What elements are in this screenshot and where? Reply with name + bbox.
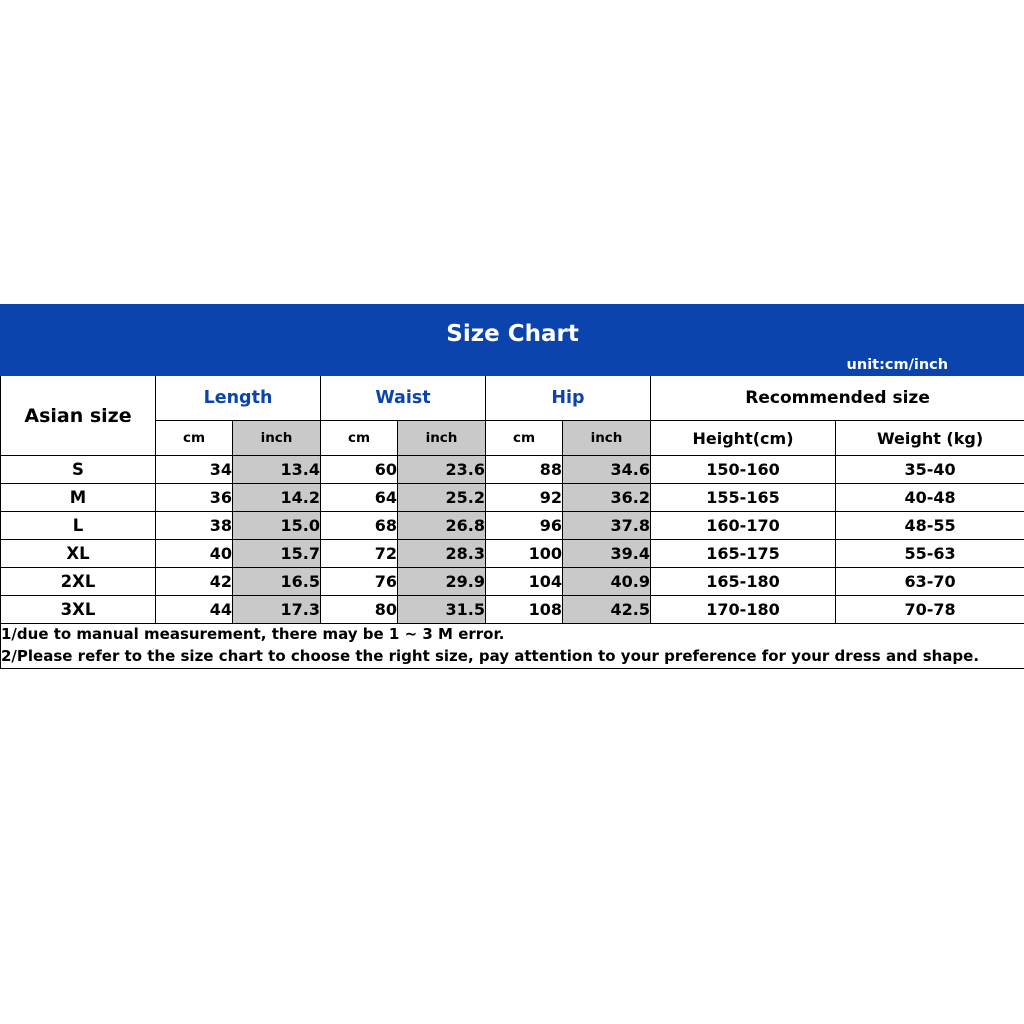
notes-cell (1, 624, 1024, 669)
size-label: XL (1, 540, 156, 568)
waist-inch: 31.5 (398, 596, 486, 624)
waist-cm: 76 (321, 568, 398, 596)
chart-title: Size Chart (446, 320, 579, 347)
waist-inch: 25.2 (398, 484, 486, 512)
group-header-recommended: Recommended size (651, 376, 1024, 421)
unit-note: unit:cm/inch (846, 356, 949, 373)
waist-cm: 80 (321, 596, 398, 624)
weight-range: 63-70 (836, 568, 1024, 596)
waist-cm: 72 (321, 540, 398, 568)
hip-cm: 92 (486, 484, 563, 512)
length-inch: 17.3 (233, 596, 321, 624)
table-row (1, 484, 1024, 512)
hip-cm: 88 (486, 456, 563, 484)
height-range: 165-175 (651, 540, 836, 568)
size-label: 2XL (1, 568, 156, 596)
hip-inch: 39.4 (563, 540, 651, 568)
table-row (1, 568, 1024, 596)
group-header-hip: Hip (486, 376, 651, 421)
waist-cm: 60 (321, 456, 398, 484)
unit-header-hip-inch: inch (563, 421, 651, 456)
table-row (1, 540, 1024, 568)
unit-header-hip-cm: cm (486, 421, 563, 456)
waist-inch: 29.9 (398, 568, 486, 596)
length-cm: 40 (156, 540, 233, 568)
weight-range: 70-78 (836, 596, 1024, 624)
height-range: 170-180 (651, 596, 836, 624)
unit-header-waist-inch: inch (398, 421, 486, 456)
unit-header-weight: Weight (kg) (836, 421, 1024, 456)
hip-cm: 104 (486, 568, 563, 596)
weight-range: 35-40 (836, 456, 1024, 484)
size-label: L (1, 512, 156, 540)
length-cm: 44 (156, 596, 233, 624)
length-inch: 15.7 (233, 540, 321, 568)
title-row (1, 305, 1024, 376)
row-header-label: Asian size (1, 376, 156, 456)
length-inch: 16.5 (233, 568, 321, 596)
note-1: 1/due to manual measurement, there may be 1 ~ 3 M error. (1, 625, 505, 643)
weight-range: 40-48 (836, 484, 1024, 512)
length-inch: 13.4 (233, 456, 321, 484)
height-range: 155-165 (651, 484, 836, 512)
weight-range: 55-63 (836, 540, 1024, 568)
title-band (1, 305, 1024, 376)
length-inch: 14.2 (233, 484, 321, 512)
notes-row (1, 624, 1024, 669)
length-cm: 42 (156, 568, 233, 596)
hip-inch: 37.8 (563, 512, 651, 540)
length-cm: 38 (156, 512, 233, 540)
unit-header-length-cm: cm (156, 421, 233, 456)
note-2: 2/Please refer to the size chart to choose the right size, pay attention to your preference for your dress and shape. (1, 646, 980, 665)
size-label: M (1, 484, 156, 512)
length-cm: 34 (156, 456, 233, 484)
table-row (1, 512, 1024, 540)
group-header-waist: Waist (321, 376, 486, 421)
hip-cm: 100 (486, 540, 563, 568)
weight-range: 48-55 (836, 512, 1024, 540)
size-label: S (1, 456, 156, 484)
length-cm: 36 (156, 484, 233, 512)
waist-cm: 68 (321, 512, 398, 540)
waist-inch: 28.3 (398, 540, 486, 568)
length-inch: 15.0 (233, 512, 321, 540)
table-row (1, 596, 1024, 624)
waist-inch: 23.6 (398, 456, 486, 484)
unit-header-length-inch: inch (233, 421, 321, 456)
size-chart-container (0, 304, 1024, 669)
hip-cm: 96 (486, 512, 563, 540)
hip-cm: 108 (486, 596, 563, 624)
unit-header-height: Height(cm) (651, 421, 836, 456)
table-row (1, 456, 1024, 484)
height-range: 165-180 (651, 568, 836, 596)
waist-cm: 64 (321, 484, 398, 512)
height-range: 150-160 (651, 456, 836, 484)
unit-header-waist-cm: cm (321, 421, 398, 456)
hip-inch: 40.9 (563, 568, 651, 596)
hip-inch: 34.6 (563, 456, 651, 484)
hip-inch: 42.5 (563, 596, 651, 624)
size-chart-table (0, 304, 1024, 669)
group-header-row (1, 376, 1024, 421)
hip-inch: 36.2 (563, 484, 651, 512)
group-header-length: Length (156, 376, 321, 421)
waist-inch: 26.8 (398, 512, 486, 540)
size-label: 3XL (1, 596, 156, 624)
height-range: 160-170 (651, 512, 836, 540)
